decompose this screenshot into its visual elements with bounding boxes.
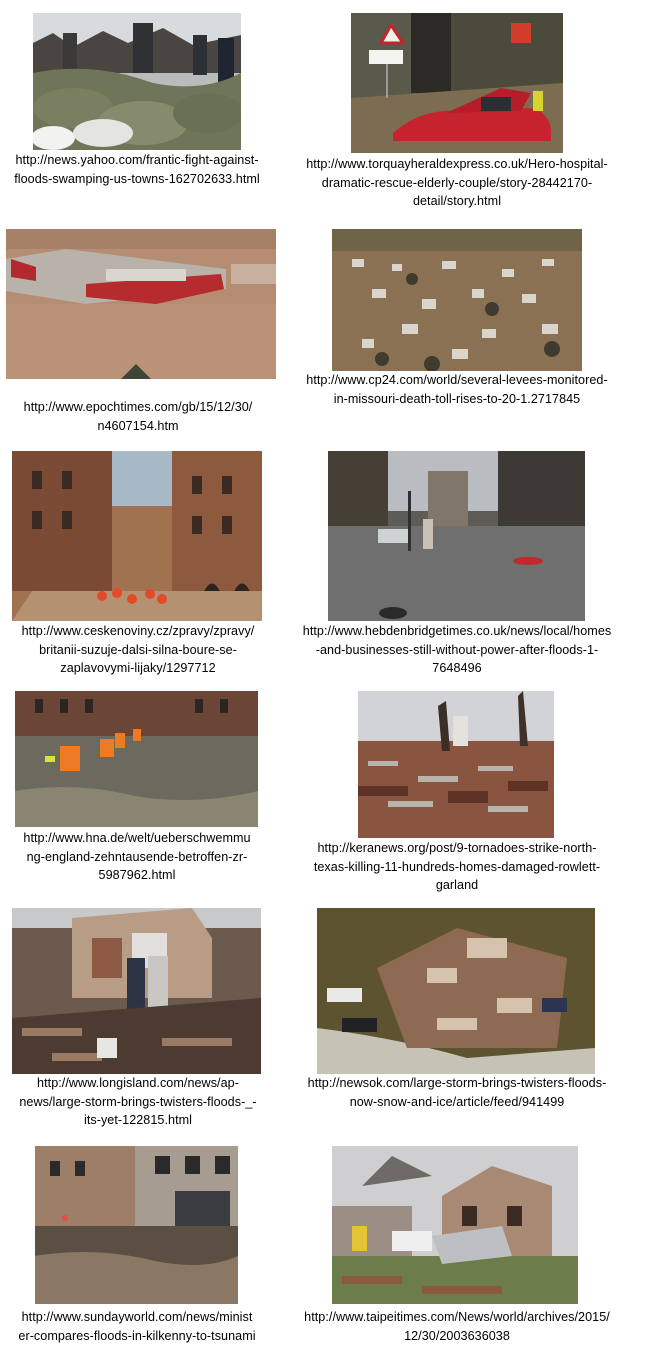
caption-line: http://www.taipeitimes.com/News/world/archives/2015/ <box>304 1310 610 1324</box>
rescuers-wading-photo <box>15 691 258 827</box>
damaged-house-car-photo <box>332 1146 578 1304</box>
tornado-debris-photo <box>358 691 554 838</box>
caption-line: http://www.ceskenoviny.cz/zpravy/zpravy/ <box>21 624 255 638</box>
caption-10 <box>283 1074 631 1111</box>
caption-line: 7648496 <box>432 661 482 675</box>
caption-line: n4607154.htm <box>97 418 179 433</box>
flooded-town-aerial-photo <box>332 229 582 371</box>
caption-line: 5987962.html <box>98 868 176 882</box>
caption-line: http://www.cp24.com/world/several-levees-monitored- <box>306 373 608 387</box>
caption-3 <box>0 398 276 435</box>
caption-line: detail/story.html <box>412 194 502 208</box>
caption-line: now-snow-and-ice/article/feed/941499 <box>349 1094 565 1109</box>
flooded-street-rescue-photo <box>12 451 262 621</box>
flooded-town-street-night-photo <box>35 1146 238 1304</box>
caption-line: its-yet-122815.html <box>83 1113 193 1127</box>
caption-line: http://www.torquayheraldexpress.co.uk/Hero-hospital- <box>306 157 608 171</box>
flooded-car-photo <box>351 13 563 153</box>
caption-11 <box>0 1308 274 1345</box>
caption-line: news/large-storm-brings-twisters-floods-_- <box>19 1094 257 1109</box>
caption-line: http://newsok.com/large-storm-brings-twisters-floods- <box>307 1076 607 1090</box>
caption-7 <box>0 829 274 885</box>
caption-line: http://www.epochtimes.com/gb/15/12/30/ <box>23 400 253 414</box>
flooded-building-photo <box>6 229 276 379</box>
caption-1 <box>0 151 274 188</box>
caption-line: floods-swamping-us-towns-162702633.html <box>14 171 260 186</box>
aerial-tornado-damage-photo <box>317 908 595 1074</box>
caption-12 <box>283 1308 631 1345</box>
caption-line: er-compares-floods-in-kilkenny-to-tsunami <box>18 1328 256 1343</box>
caption-line: garland <box>435 878 479 892</box>
caption-9 <box>0 1074 276 1130</box>
caption-line: http://keranews.org/post/9-tornadoes-strike-north- <box>317 841 597 855</box>
caption-line: http://www.longisland.com/news/ap- <box>37 1076 239 1090</box>
sandbag-crowd-photo <box>33 13 241 150</box>
caption-line: -and-businesses-still-without-power-after-floods-1- <box>315 642 599 657</box>
caption-line: http://news.yahoo.com/frantic-fight-against- <box>15 153 259 167</box>
caption-line: in-missouri-death-toll-rises-to-20-1.2717845 <box>333 391 581 406</box>
caption-line: zaplavovymi-lijaky/1297712 <box>60 661 216 675</box>
caption-line: http://www.hebdenbridgetimes.co.uk/news/local/homes <box>302 624 612 638</box>
caption-line: ng-england-zehntausende-betroffen-zr- <box>26 849 248 864</box>
caption-2 <box>283 155 631 211</box>
flooded-high-street-photo <box>328 451 585 621</box>
caption-line: 12/30/2003636038 <box>404 1328 510 1343</box>
caption-line: britanii-suzuje-dalsi-silna-boure-se- <box>39 642 237 657</box>
caption-8 <box>283 839 631 895</box>
caption-line: texas-killing-11-hundreds-homes-damaged-rowlett- <box>313 859 601 874</box>
caption-5 <box>0 622 276 678</box>
caption-6 <box>283 622 631 678</box>
caption-line: http://www.hna.de/welt/ueberschwemmu <box>23 831 251 845</box>
caption-line: http://www.sundayworld.com/news/minist <box>21 1310 253 1324</box>
destroyed-house-couple-photo <box>12 908 261 1074</box>
caption-4 <box>283 371 631 408</box>
caption-line: dramatic-rescue-elderly-couple/story-28442170- <box>321 175 593 190</box>
